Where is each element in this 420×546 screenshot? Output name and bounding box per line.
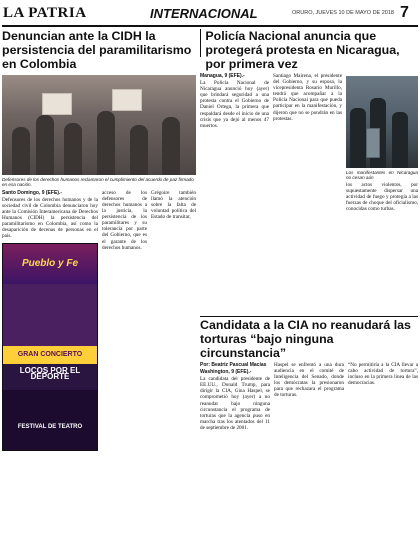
figure-shape	[36, 115, 54, 175]
left-photo-caption: Defensores de los derechos humanos reclamaron el cumplimiento del acuerdo de paz firmado en esa nación.	[2, 177, 194, 188]
left-body-col-2	[102, 190, 147, 451]
ad-footer	[3, 390, 97, 450]
ad-band-text: GRAN CONCIERTO	[17, 350, 83, 358]
figure-shape	[392, 112, 408, 168]
left-story	[2, 29, 196, 544]
protest-sign	[112, 89, 142, 111]
police-photo	[346, 76, 418, 168]
left-body-col-1	[2, 190, 98, 451]
right-top-text-2: Santiago Mairena, el presidente del Gobierno, y su esposa, la vicepresidenta Rosario Murillo, tendrá que acompañar a la Policía Nacional para que pueda participar en la manifestación, y dijeron que no se pondrán en las protestas.	[273, 73, 342, 122]
right-top-col-1	[200, 73, 269, 213]
ad-header	[3, 244, 97, 284]
ad-title: Pueblo y Fe	[21, 257, 79, 269]
figure-shape	[64, 123, 82, 175]
left-text-2: acceso de los defensores de derechos humanos a la justicia, la persistencia de los paramilitares y su tolerancia por parte del Gobierno, que es el garante de los derechos humanos.	[102, 189, 147, 251]
left-text-3: Grégoire también llamó la atención sobre la falta de voluntad política del Estado de transitar,	[151, 189, 196, 221]
figure-shape	[350, 108, 366, 168]
left-body	[2, 190, 196, 451]
ad-band	[3, 346, 97, 364]
concert-ad	[2, 243, 98, 451]
right-top-col-2	[273, 73, 342, 213]
page-number: 7	[400, 4, 409, 21]
right-top-caption: Los manifestantes en Nicaragua no cesan aún	[346, 170, 418, 181]
headline-bar	[200, 29, 201, 57]
masthead	[0, 0, 420, 26]
right-bottom-body	[200, 362, 418, 432]
right-top-headline: Policía Nacional anuncia que protegerá protesta en Nicaragua, por primera vez	[205, 29, 400, 71]
left-text-1: Defensores de los derechos humanos y de la sociedad civil de Colombia denunciaron hoy ante la Comisión Interamericana de Derechos Humanos (CIDH) la persistencia del paramilitarismo en Colombia, así como la desaparición de decenas de personas en el país.	[2, 196, 98, 240]
left-headline: Denuncian ante la CIDH la persistencia del paramilitarismo en Colombia	[2, 29, 192, 71]
right-bottom-text-1: La candidata del presidente de EE.UU., Donald Trump, para dirigir la CIA, Gina Haspel, se comprometió hoy (ayer) a no reanudar bajo ninguna circunstancia el programa de torturas que la agencia puso en marcha tras los atentados del 11 de septiembre de 2001.	[200, 376, 270, 431]
right-top-story	[200, 29, 418, 315]
right-top-text-1: La Policía Nacional de Nicaragua anunció hoy (ayer) que brindará seguridad a una protesta contra el Gobierno de Daniel Ortega, la primera que respaldará desde el inicio de una crisis que ya dejó al menos 47 muertos.	[200, 80, 269, 129]
right-bottom-headline: Candidata a la CIA no reanudará las torturas “bajo ninguna circunstancia”	[200, 318, 411, 360]
protest-sign	[42, 93, 72, 115]
story-divider	[200, 316, 418, 317]
figure-shape	[162, 117, 180, 175]
right-bottom-byline: Por: Beatriz Pascual Macías	[200, 362, 267, 368]
right-top-body	[200, 73, 418, 213]
figure-shape	[12, 127, 30, 175]
right-top-headline-wrap	[200, 29, 418, 71]
figure-shape	[97, 111, 115, 175]
right-bottom-text-2: Haspel se enfrentó a una dura audiencia en el comité de Inteligencia del Senado, donde los demócratas la presionaron para que rechazara el programa de torturas.	[274, 362, 344, 399]
ad-footer-text: FESTIVAL DE TEATRO	[17, 423, 83, 430]
shield-shape	[366, 128, 380, 158]
right-top-text-3: los actos violentos, por supuestamente dispersar una actividad de fuego y protegía a las fuerzas de choque del oficialismo, conocidas como turbas.	[346, 181, 418, 213]
left-byline: Santo Domingo, 9 (EFE).-	[2, 189, 62, 196]
header-rule	[2, 25, 418, 27]
ad-image	[3, 284, 97, 346]
right-bottom-story	[200, 318, 418, 544]
left-body-col-3	[151, 190, 196, 451]
issue-date: ORURO, JUEVES 10 DE MAYO DE 2018	[292, 10, 394, 16]
right-bottom-col-3	[348, 362, 418, 432]
newspaper-logo: LA PATRIA	[3, 4, 87, 21]
ad-subtitle: LOCOS POR EL DEPORTE	[19, 365, 81, 381]
figure-shape	[130, 125, 148, 175]
right-bottom-dateline: Washington, 9 (EFE).-	[200, 369, 252, 376]
protest-photo	[2, 75, 196, 175]
right-bottom-col-2	[274, 362, 344, 432]
right-top-byline: Managua, 9 (EFE).-	[200, 73, 245, 79]
right-top-col-3	[346, 73, 418, 213]
right-bottom-text-3: “No permitiría a la CIA llevar a cabo actividad de tortura”, incluso en la primera línea de las democracias.	[348, 362, 418, 387]
right-bottom-col-1	[200, 362, 270, 432]
section-title: INTERNACIONAL	[150, 5, 258, 21]
